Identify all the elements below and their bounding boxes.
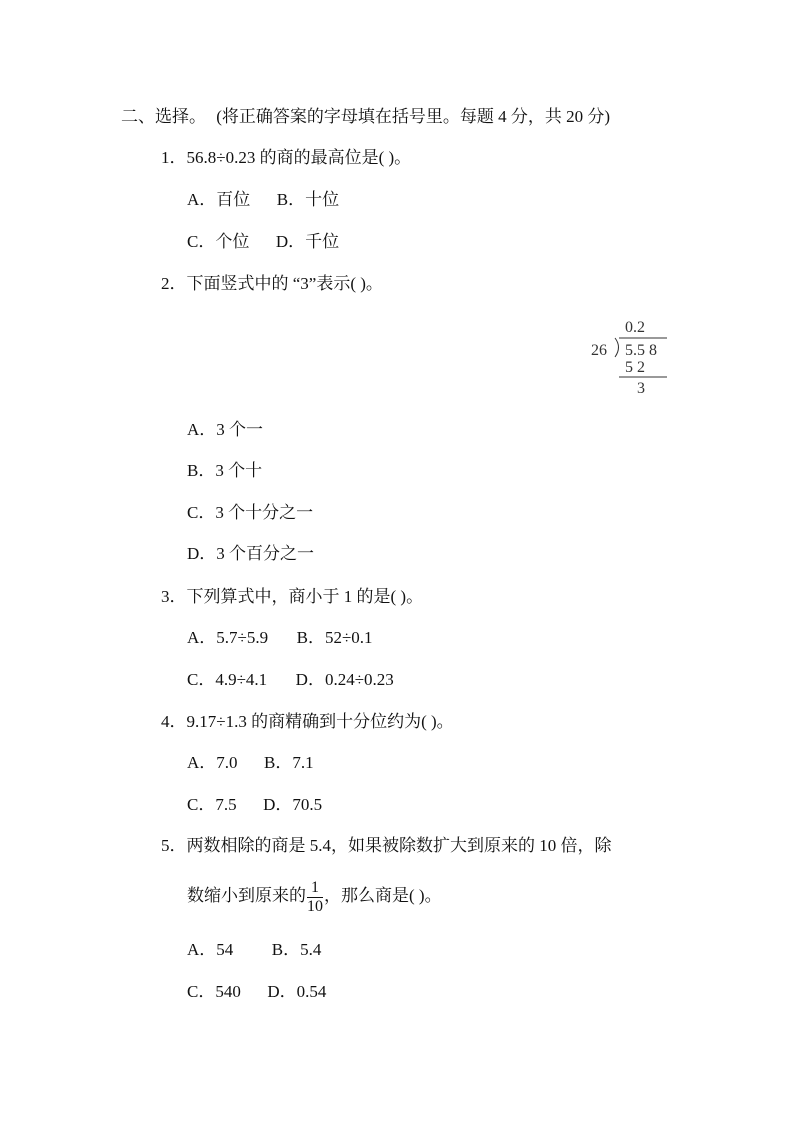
division-bracket <box>615 338 619 357</box>
option-a: A．7.0 <box>187 753 238 772</box>
question-2-option-d: D．3 个百分之一 <box>187 544 315 563</box>
option-d: D．0.24÷0.23 <box>295 670 394 689</box>
question-5-stem-line-1: 5．两数相除的商是 5.4，如果被除数扩大到原来的 10 倍，除 <box>161 836 612 855</box>
question-3-stem: 3．下列算式中，商小于 1 的是( )。 <box>161 587 424 606</box>
option-c: C．540 <box>187 982 241 1001</box>
fraction-one-tenth <box>307 879 323 916</box>
fraction-numerator: 1 <box>307 879 323 898</box>
section-heading-line <box>121 107 610 127</box>
option-d: D．70.5 <box>263 795 323 814</box>
division-remainder: 3 <box>637 380 645 397</box>
question-4-stem: 4．9.17÷1.3 的商精确到十分位约为( )。 <box>161 712 454 731</box>
question-4-options-row-1 <box>187 753 314 773</box>
option-d: D．千位 <box>275 232 340 251</box>
option-b: B．十位 <box>276 190 340 209</box>
section-title: 二、选择。 <box>121 107 206 126</box>
option-b: B．5.4 <box>271 940 322 959</box>
question-5-options-row-1 <box>187 940 321 960</box>
question-1-options-row-2 <box>187 232 339 252</box>
option-c: C．个位 <box>187 232 250 251</box>
option-a: A．5.7÷5.9 <box>187 628 269 647</box>
question-4-options-row-2 <box>187 795 322 815</box>
question-1-stem: 1．56.8÷0.23 的商的最高位是( )。 <box>161 148 412 167</box>
question-2-stem: 2．下面竖式中的 “3”表示( )。 <box>161 274 383 293</box>
option-b: B．52÷0.1 <box>296 628 373 647</box>
option-d: D．0.54 <box>267 982 327 1001</box>
long-division-figure <box>585 315 675 399</box>
division-quotient: 0.2 <box>625 319 645 336</box>
option-a: A．百位 <box>187 190 251 209</box>
option-b: B．7.1 <box>264 753 314 772</box>
option-c: C．7.5 <box>187 795 237 814</box>
question-3-options-row-2 <box>187 670 394 690</box>
question-2-option-a: A．3 个一 <box>187 420 264 439</box>
question-5-stem-line-2 <box>187 876 442 916</box>
division-divisor: 26 <box>591 342 607 359</box>
section-instruction: (将正确答案的字母填在括号里。每题 4 分，共 20 分) <box>216 107 611 126</box>
stem-text-after-fraction: ，那么商是( )。 <box>324 886 442 905</box>
option-c: C．4.9÷4.1 <box>187 670 268 689</box>
question-2-option-c: C．3 个十分之一 <box>187 503 314 522</box>
question-5-options-row-2 <box>187 982 326 1002</box>
question-3-options-row-1 <box>187 628 373 648</box>
stem-text-before-fraction: 数缩小到原来的 <box>187 886 306 905</box>
question-2-option-b: B．3 个十 <box>187 461 263 480</box>
fraction-denominator: 10 <box>307 897 323 915</box>
question-1-options-row-1 <box>187 190 339 210</box>
option-a: A．54 <box>187 940 234 959</box>
division-dividend: 5.5 8 <box>625 342 657 359</box>
division-product: 5 2 <box>625 359 645 376</box>
